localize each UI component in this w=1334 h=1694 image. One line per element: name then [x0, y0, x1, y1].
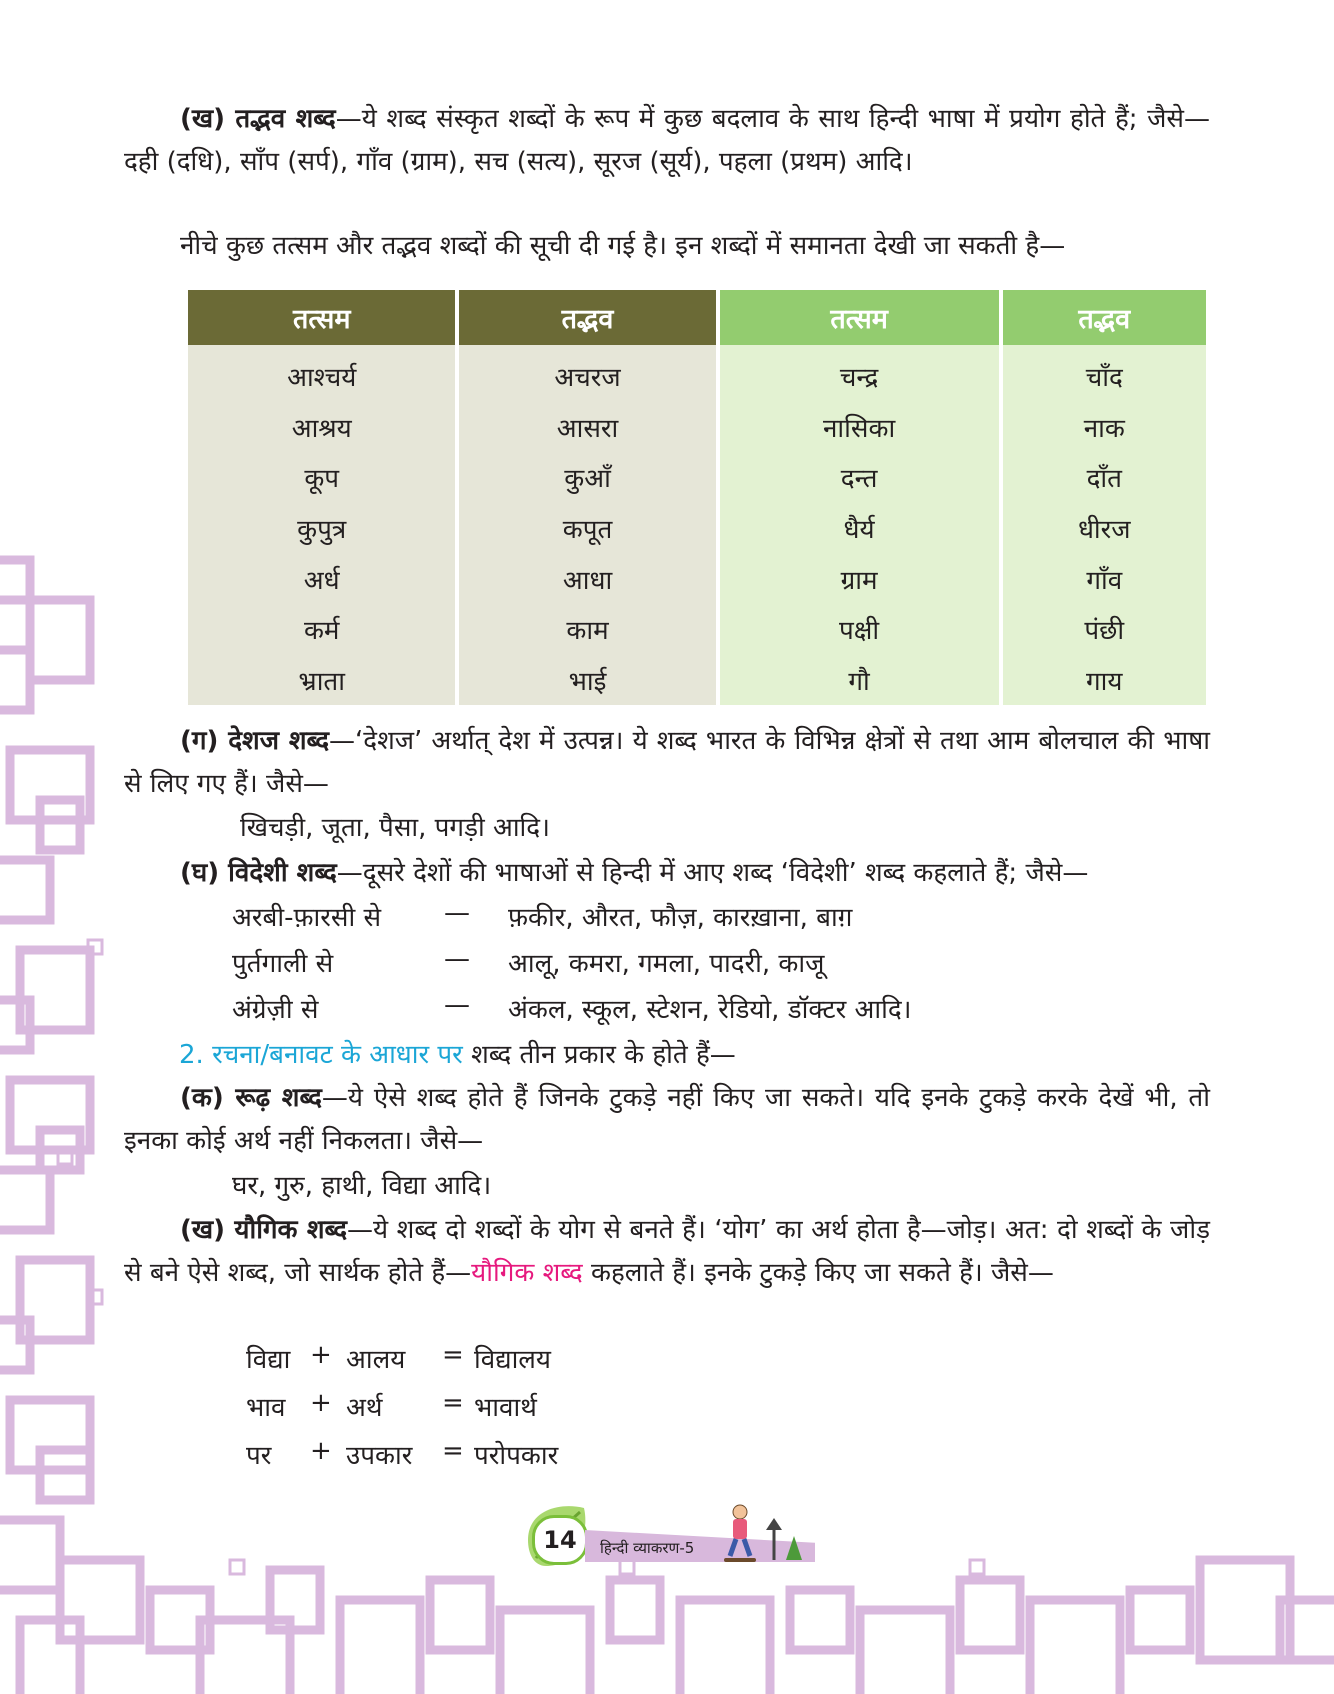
videshi-dash: — — [444, 898, 470, 928]
table-cell: कर्म — [188, 604, 455, 655]
table-header-tatsam-2: तत्सम — [720, 290, 999, 345]
equation-plus: + — [310, 1388, 332, 1418]
deshaj-paragraph — [124, 720, 1210, 806]
table-header-tadbhav-1: तद्भव — [459, 290, 715, 345]
section-2-text: शब्द तीन प्रकार के होते हैं— — [462, 1040, 736, 1070]
tadbhav-text: —ये शब्द संस्कृत शब्दों के रूप में कुछ बदलाव के साथ हिन्दी भाषा में प्रयोग होते हैं; जैसे—दही (दधि), साँप (सर्प), गाँव (ग्राम), सच (सत्य), सूरज (सूर्य), पहला (प्रथम) आदि। — [124, 104, 1210, 177]
tadbhav-heading: (ख) तद्भव शब्द — [180, 104, 336, 134]
table-header-tatsam-1: तत्सम — [188, 290, 455, 345]
table-cell: आसरा — [459, 402, 715, 453]
yaugik-text-after: कहलाते हैं। इनके टुकड़े किए जा सकते हैं। जैसे— — [582, 1258, 1054, 1288]
rudh-heading: (क) रूढ़ शब्द — [180, 1083, 322, 1113]
videshi-source: पुर्तगाली से — [232, 949, 334, 979]
equation-plus: + — [310, 1436, 332, 1466]
table-cell: नासिका — [720, 402, 999, 453]
videshi-dash: — — [444, 990, 470, 1020]
table-cell: नाक — [1003, 402, 1206, 453]
deshaj-heading: (ग) देशज शब्द — [180, 726, 330, 756]
table-cell: गाँव — [1003, 553, 1206, 604]
equation-result: भावार्थ — [474, 1393, 537, 1423]
table-cell: गाय — [1003, 655, 1206, 706]
table-cell: दाँत — [1003, 452, 1206, 503]
videshi-words: फ़कीर, औरत, फौज़, कारख़ाना, बाग़ — [508, 903, 853, 933]
tatsam-tadbhav-table — [184, 290, 1210, 705]
table-cell: आधा — [459, 553, 715, 604]
videshi-source: अरबी-फ़ारसी से — [232, 903, 382, 933]
table-row — [188, 553, 1206, 604]
tadbhav-paragraph — [124, 98, 1210, 184]
section-2-line — [124, 1034, 1210, 1077]
videshi-heading: (घ) विदेशी शब्द — [180, 858, 337, 888]
equation-part-b: अर्थ — [346, 1393, 383, 1423]
deshaj-examples: खिचड़ी, जूता, पैसा, पगड़ी आदि। — [240, 813, 550, 843]
yaugik-highlight: यौगिक शब्द — [471, 1258, 583, 1288]
table-cell: भ्राता — [188, 655, 455, 706]
table-cell: दन्त — [720, 452, 999, 503]
equation-part-a: पर — [246, 1441, 272, 1471]
table-cell: कुपुत्र — [188, 503, 455, 554]
table-row — [188, 655, 1206, 706]
yaugik-text-before: —ये शब्द दो शब्दों के योग से बनते हैं। ‘योग’ का अर्थ होता है—जोड़। अत: दो शब्दों के जोड़ से बने ऐसे शब्द, जो सार्थक होते हैं— — [124, 1215, 1210, 1288]
section-2-heading: 2. रचना/बनावट के आधार पर — [179, 1040, 463, 1070]
yaugik-equations — [246, 1340, 646, 1490]
list-intro-text: नीचे कुछ तत्सम और तद्भव शब्दों की सूची दी गई है। इन शब्दों में समानता देखी जा सकती है— — [180, 231, 1066, 261]
table-cell: चाँद — [1003, 345, 1206, 402]
table-cell: गौ — [720, 655, 999, 706]
table-cell: अचरज — [459, 345, 715, 402]
videshi-words: आलू, कमरा, गमला, पादरी, काजू — [508, 949, 825, 979]
page-number: 14 — [532, 1515, 588, 1565]
videshi-list — [232, 898, 1032, 1038]
list-intro-line — [124, 225, 1210, 268]
table-row — [188, 452, 1206, 503]
table-row — [188, 604, 1206, 655]
equation-equals: = — [442, 1436, 464, 1466]
rudh-paragraph — [124, 1077, 1210, 1163]
table-cell: चन्द्र — [720, 345, 999, 402]
equation-equals: = — [442, 1388, 464, 1418]
book-title: हिन्दी व्याकरण-5 — [600, 1539, 695, 1557]
table-cell: धैर्य — [720, 503, 999, 554]
yaugik-paragraph — [124, 1209, 1210, 1295]
table-cell: काम — [459, 604, 715, 655]
table-cell: कुआँ — [459, 452, 715, 503]
equation-part-a: विद्या — [246, 1345, 291, 1375]
equation-plus: + — [310, 1340, 332, 1370]
equation-part-b: आलय — [346, 1345, 406, 1375]
boy-skating-illustration-icon — [712, 1500, 802, 1570]
rudh-text: —ये ऐसे शब्द होते हैं जिनके टुकड़े नहीं किए जा सकते। यदि इनके टुकड़े करके देखें भी, तो इनका कोई अर्थ नहीं निकलता। जैसे— — [124, 1083, 1210, 1156]
table-row — [188, 402, 1206, 453]
table-cell: अर्ध — [188, 553, 455, 604]
table-cell: कूप — [188, 452, 455, 503]
table-cell: भाई — [459, 655, 715, 706]
deshaj-text: —‘देशज’ अर्थात् देश में उत्पन्न। ये शब्द भारत के विभिन्न क्षेत्रों से तथा आम बोलचाल की भाषा से लिए गए हैं। जैसे— — [124, 726, 1210, 799]
table-cell: आश्रय — [188, 402, 455, 453]
yaugik-heading: (ख) यौगिक शब्द — [180, 1215, 348, 1245]
videshi-paragraph — [124, 852, 1210, 895]
table-row — [188, 345, 1206, 402]
equation-equals: = — [442, 1340, 464, 1370]
videshi-text: —दूसरे देशों की भाषाओं से हिन्दी में आए शब्द ‘विदेशी’ शब्द कहलाते हैं; जैसे— — [336, 858, 1089, 888]
table-cell: धीरज — [1003, 503, 1206, 554]
equation-part-a: भाव — [246, 1393, 286, 1423]
table-cell: पंछी — [1003, 604, 1206, 655]
table-row — [188, 503, 1206, 554]
videshi-dash: — — [444, 944, 470, 974]
table-cell: कपूत — [459, 503, 715, 554]
equation-result: परोपकार — [474, 1441, 559, 1471]
equation-result: विद्यालय — [474, 1345, 552, 1375]
table-cell: आश्चर्य — [188, 345, 455, 402]
table-header-tadbhav-2: तद्भव — [1003, 290, 1206, 345]
rudh-examples: घर, गुरु, हाथी, विद्या आदि। — [232, 1171, 492, 1201]
table-cell: ग्राम — [720, 553, 999, 604]
videshi-source: अंग्रेज़ी से — [232, 995, 319, 1025]
videshi-words: अंकल, स्कूल, स्टेशन, रेडियो, डॉक्टर आदि। — [508, 995, 912, 1025]
equation-part-b: उपकार — [346, 1441, 413, 1471]
table-cell: पक्षी — [720, 604, 999, 655]
